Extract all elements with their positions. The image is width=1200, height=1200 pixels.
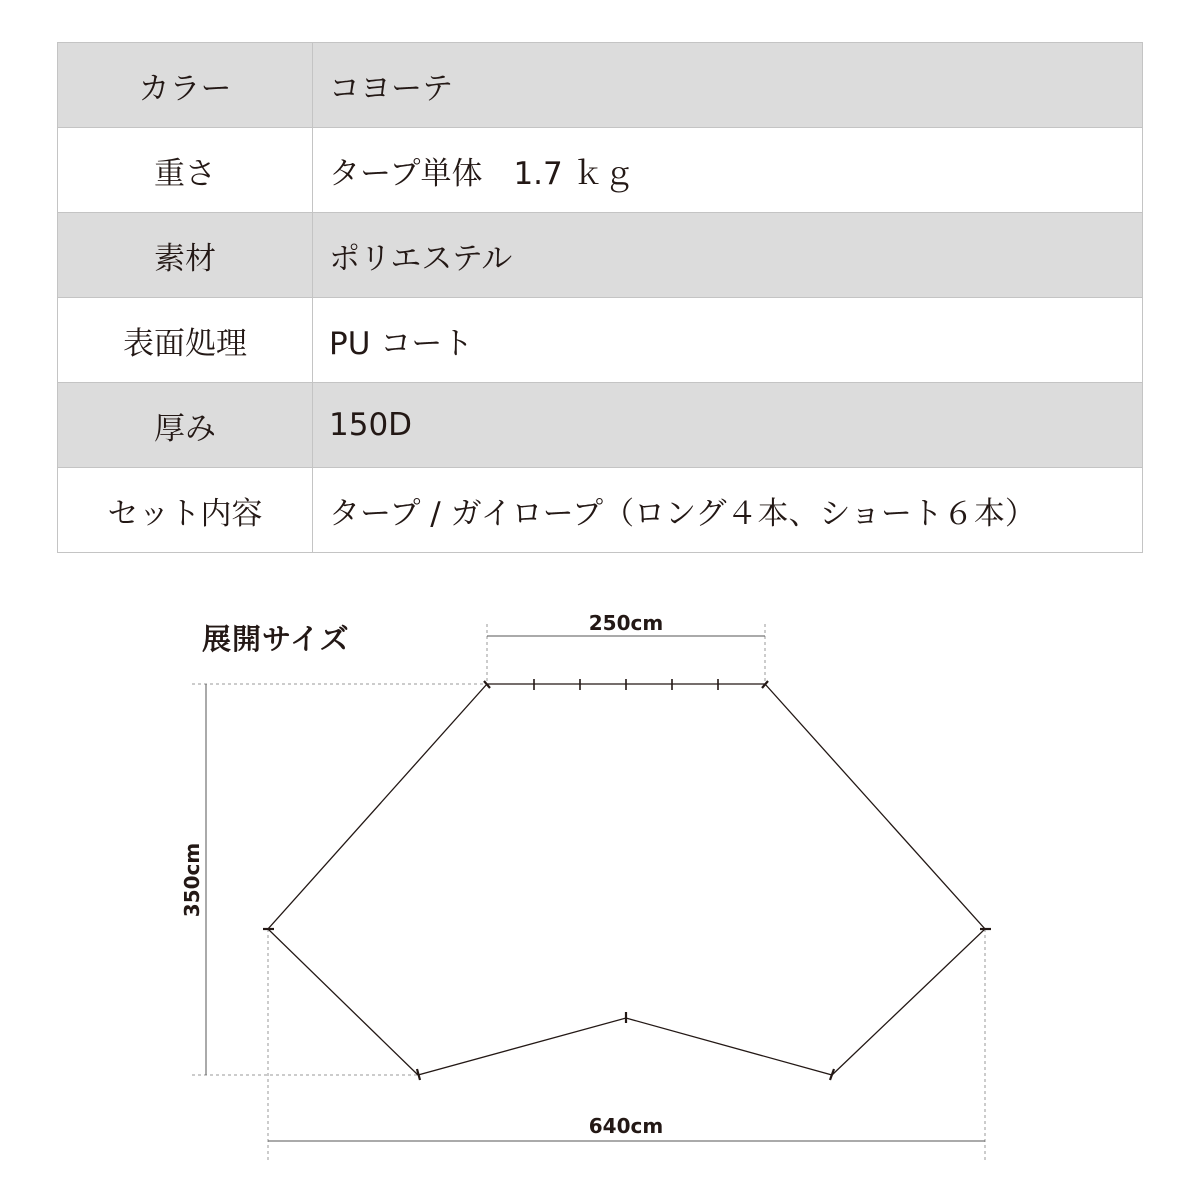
spec-key: 厚み bbox=[58, 383, 313, 468]
spec-value: タープ / ガイロープ（ロング４本、ショート６本） bbox=[313, 468, 1143, 553]
spec-value: ポリエステル bbox=[313, 213, 1143, 298]
spec-value: 150D bbox=[313, 383, 1143, 468]
guide-lines bbox=[192, 624, 985, 1160]
spec-value: コヨーテ bbox=[313, 43, 1143, 128]
spec-key: 重さ bbox=[58, 128, 313, 213]
spec-value: タープ単体 1.7 ｋｇ bbox=[313, 128, 1143, 213]
spec-value: PU コート bbox=[313, 298, 1143, 383]
diagram-title: 展開サイズ bbox=[202, 622, 350, 656]
dimension-label-height: 350cm bbox=[180, 842, 204, 918]
dimension-label-bottom: 640cm bbox=[588, 1114, 664, 1138]
spec-key: カラー bbox=[58, 43, 313, 128]
spec-key: 素材 bbox=[58, 213, 313, 298]
corner-marks bbox=[263, 681, 991, 1080]
spec-key: 表面処理 bbox=[58, 298, 313, 383]
spec-key: セット内容 bbox=[58, 468, 313, 553]
dimension-label-top: 250cm bbox=[588, 611, 664, 635]
dimension-lines bbox=[206, 636, 985, 1141]
